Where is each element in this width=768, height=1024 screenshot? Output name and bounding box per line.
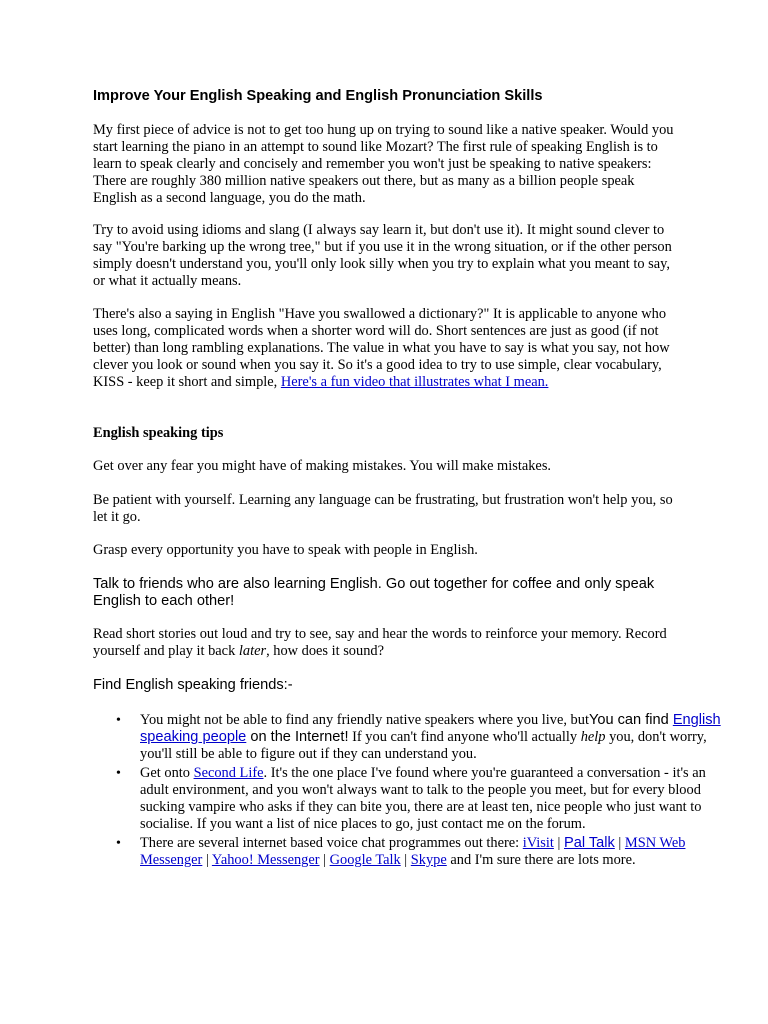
separator: | xyxy=(202,852,212,868)
bullet2-text2: . It's the one place I've found where you're guaranteed a conversation - it's an adult environment, and you won't always want to talk to the people you meet, but for every blood sucking vampire who asks if they can bite you, there are at least ten, nice people who just want to socialise. If you want a list of nice places to go, just contact me on the forum. xyxy=(140,765,706,832)
emphasis-later: later xyxy=(238,643,267,659)
english-speaking-people-link[interactable]: English speaking people xyxy=(140,712,721,745)
tip-read-aloud-text: Read short stories out loud and try to see, say and hear the words to reinforce your memory. Record yourself and play it back xyxy=(93,626,667,659)
bullet2-text: Get onto xyxy=(140,765,194,781)
tips-heading: English speaking tips xyxy=(93,425,224,441)
page-title: Improve Your English Speaking and English Pronunciation Skills xyxy=(93,88,543,104)
ivisit-link[interactable]: iVisit xyxy=(522,835,554,851)
fun-video-link[interactable]: Here's a fun video that illustrates what I mean. xyxy=(280,374,549,390)
paragraph-intro: My first piece of advice is not to get too hung up on trying to sound like a native speaker. Would you start learning the piano in an attempt to sound like Mozart? The first rule of speaking English is to learn to speak clearly and concisely and remember you won't just be speaking to native speakers: There are roughly 380 million native speakers out there, but as many as a billion people speak English as a second language, you do the math. xyxy=(93,122,674,206)
list-item xyxy=(140,765,722,833)
yahoo-messenger-link[interactable]: Yahoo! Messenger xyxy=(211,852,320,868)
separator: | xyxy=(400,852,411,868)
paragraph-dictionary xyxy=(93,306,675,391)
paragraph-dictionary-text: There's also a saying in English "Have you swallowed a dictionary?" It is applicable to anyone who uses long, complicated words when a shorter word will do. Short sentences are just as good (if not better) than long rambling explanations. The value in what you have to say is what you say, not how clever you look or sound when you say it. So it's a good idea to try to use simple, clear vocabulary, KISS - keep it short and simple, xyxy=(93,306,670,390)
bullet1-text: You might not be able to find any friendly native speakers where you live, but xyxy=(140,712,589,728)
separator: | xyxy=(553,835,564,851)
tip-read-aloud-end: , how does it sound? xyxy=(266,643,384,659)
pal-talk-link[interactable]: Pal Talk xyxy=(563,835,615,851)
bullet3-text: There are several internet based voice chat programmes out there: xyxy=(140,835,523,851)
separator: | xyxy=(614,835,625,851)
bullet1-text3: you, don't worry, you'll still be able to figure out if they can understand you. xyxy=(140,729,707,762)
msn-web-messenger-link[interactable]: MSN Web Messenger xyxy=(140,835,686,868)
bullet1-internet: on the Internet! xyxy=(246,729,349,745)
separator: | xyxy=(319,852,330,868)
bullet1-text2: If you can't find anyone who'll actually xyxy=(348,729,581,745)
skype-link[interactable]: Skype xyxy=(410,852,447,868)
emphasis-help: help xyxy=(580,729,606,745)
bullet3-text2: and I'm sure there are lots more. xyxy=(446,852,636,868)
paragraph-idioms: Try to avoid using idioms and slang (I always say learn it, but don't use it). It might sound clever to say "You're barking up the wrong tree," but if you use it in the wrong situation, or if the other person simply doesn't understand you, you'll only look silly when you try to explain what you meant to say, or what it actually means. xyxy=(93,222,672,289)
tip-patience: Be patient with yourself. Learning any language can be frustrating, but frustration won't help you, so let it go. xyxy=(93,492,673,525)
tip-friends: Talk to friends who are also learning English. Go out together for coffee and only speak English to each other! xyxy=(93,576,655,609)
bullet1-sans: You can find xyxy=(588,712,673,728)
tip-read-aloud xyxy=(93,626,675,660)
friends-list xyxy=(93,712,722,869)
tip-opportunity: Grasp every opportunity you have to speak with people in English. xyxy=(93,542,478,558)
google-talk-link[interactable]: Google Talk xyxy=(329,852,401,868)
tip-mistakes: Get over any fear you might have of making mistakes. You will make mistakes. xyxy=(93,458,552,474)
second-life-link[interactable]: Second Life xyxy=(193,765,264,781)
list-item xyxy=(140,712,722,763)
friends-heading: Find English speaking friends:- xyxy=(93,677,293,693)
list-item xyxy=(140,835,722,869)
